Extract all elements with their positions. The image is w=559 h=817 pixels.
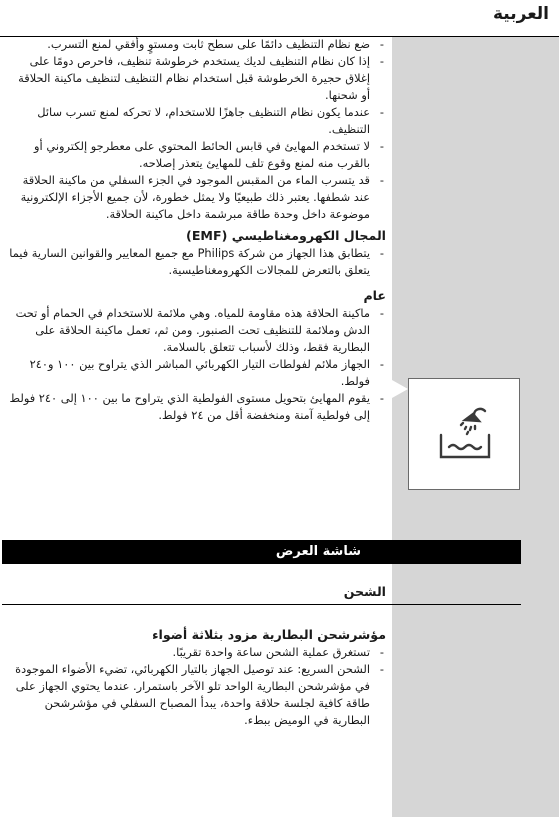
list-item: - يتطابق هذا الجهاز من شركة Philips مع جميع المعايير والقوانين السارية فيما يتعلق بالتعرض للمجالات الكهرومغناطيسية.	[6, 245, 386, 279]
emf-bullet-list	[6, 245, 386, 279]
intro-bullet-list	[6, 36, 386, 223]
charging-heading: الشحن	[343, 584, 386, 599]
list-item: - تستغرق عملية الشحن ساعة واحدة تقريبًا.	[6, 644, 386, 661]
display-section-title: شاشة العرض	[275, 544, 361, 559]
list-item: - لا تستخدم المهايئ في قابس الحائط المحتوي على معطرجو إلكتروني أو بالقرب منه لمنع وقوع تلف للمهايئ يتعذر إصلاحه.	[6, 138, 386, 172]
shower-bath-icon	[435, 405, 495, 465]
emf-heading: المجال الكهرومغناطيسي (EMF)	[186, 228, 386, 243]
list-item: - عندما يكون نظام التنظيف جاهزًا للاستخدام، لا تحركه لمنع تسرب سائل التنظيف.	[6, 104, 386, 138]
list-item: - قد يتسرب الماء من المقبس الموجود في الجزء السفلي من ماكينة الحلاقة عند شطفها. يعتبر ذلك طبيعيًا ولا يمثل خطورة، لأن جميع الأجزاء الإلكترونية موضوعة داخل وحدة طاقة مبرشمة داخل ماكينة الحلاقة.	[6, 172, 386, 223]
indicator-bullet-list	[6, 644, 386, 729]
list-item: - يقوم المهايئ بتحويل مستوى الفولطية الذي يتراوح ما بين ١٠٠ إلى ٢٤٠ فولط إلى فولطية آمنة ومنخفضة أقل من ٢٤ فولط.	[6, 390, 386, 424]
safety-content	[6, 36, 386, 424]
icon-callout-pointer	[392, 380, 408, 398]
language-header: العربية	[492, 4, 549, 24]
general-heading: عام	[363, 288, 386, 303]
indicator-content	[6, 626, 386, 729]
list-item: - ضع نظام التنظيف دائمًا على سطح ثابت ومستوٍ وأفقي لمنع التسرب.	[6, 36, 386, 53]
list-item: - ماكينة الحلاقة هذه مقاومة للمياه. وهي ملائمة للاستخدام في الحمام أو تحت الدش وملائمة للتنظيف تحت الصنبور. ومن ثم، تعمل ماكينة الحلاقة على البطارية فقط، وذلك لأسباب تتعلق بالسلامة.	[6, 305, 386, 356]
list-item: - الشحن السريع: عند توصيل الجهاز بالتيار الكهربائي، تضيء الأضواء الموجودة في مؤشرشحن البطارية الواحد تلو الآخر باستمرار. عندما يحتوي الجهاز على طاقة كافية لجلسة حلاقة واحدة، يبدأ المصباح السفلي في مؤشرشحن البطارية في الوميض ببطء.	[6, 661, 386, 729]
list-item: - الجهاز ملائم لفولطات التيار الكهربائي المباشر الذي يتراوح بين ١٠٠ و٢٤٠ فولط.	[6, 356, 386, 390]
display-section-bar	[2, 540, 521, 564]
indicator-heading: مؤشرشحن البطارية مزود بثلاثة أضواء	[152, 627, 386, 642]
general-bullet-list	[6, 305, 386, 424]
charging-rule	[2, 604, 521, 605]
water-icon-box	[408, 378, 520, 490]
list-item: - إذا كان نظام التنظيف لديك يستخدم خرطوشة تنظيف، فاحرص دومًا على إغلاق حجيرة الخرطوشة قبل استخدام نظام التنظيف لتنظيف ماكينة الحلاقة أو شحنها.	[6, 53, 386, 104]
